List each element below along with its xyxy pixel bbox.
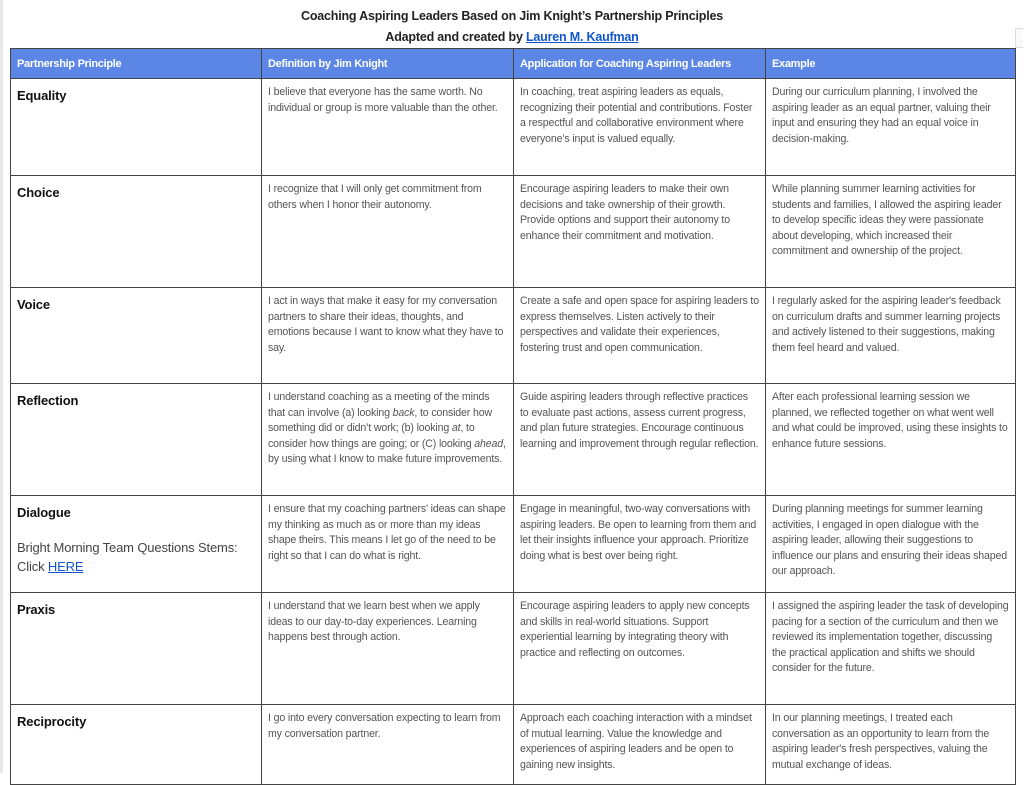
principle-cell: Reciprocity — [11, 705, 262, 785]
definition-text: , by using what I know to make future improvements. — [268, 437, 506, 466]
table-row-reflection — [11, 384, 1016, 496]
question-stems-link[interactable]: HERE — [47, 558, 84, 574]
example-cell: While planning summer learning activities for students and families, I allowed the aspiring leader to develop specific ideas they were passionate about developing, which increased their commitment and ownership of the project. — [766, 176, 1016, 288]
application-cell: Encourage aspiring leaders to make their own decisions and take ownership of their growth. Provide options and support their autonomy to enhance their commitment and motivation. — [514, 176, 766, 288]
table-row-voice — [11, 288, 1016, 384]
question-stems-note — [17, 538, 255, 576]
header-partnership-principle: Partnership Principle — [11, 49, 262, 79]
definition-cell: I act in ways that make it easy for my conversation partners to share their ideas, thoughts, and emotions because I want to know what they have to say. — [262, 288, 514, 384]
principle-cell: Choice — [11, 176, 262, 288]
application-cell: Approach each coaching interaction with a mindset of mutual learning. Value the knowledge and experiences of aspiring leaders and be open to gaining new insights. — [514, 705, 766, 785]
header-application: Application for Coaching Aspiring Leaders — [514, 49, 766, 79]
principle-cell: Reflection — [11, 384, 262, 496]
principle-cell: Equality — [11, 79, 262, 176]
document-title: Coaching Aspiring Leaders Based on Jim Knight’s Partnership Principles — [301, 9, 723, 23]
application-cell: Guide aspiring leaders through reflective practices to evaluate past actions, assess current progress, and plan future strategies. Encourage continuous learning and improvement through regular reflection. — [514, 384, 766, 496]
definition-cell: I recognize that I will only get commitment from others when I honor their autonomy. — [262, 176, 514, 288]
example-cell: After each professional learning session we planned, we reflected together on what went well and what could be improved, using these insights to enhance future sessions. — [766, 384, 1016, 496]
definition-cell: I understand that we learn best when we apply ideas to our day-to-day experiences. Learning happens best through action. — [262, 593, 514, 705]
document-subtitle — [0, 30, 1024, 44]
example-cell: I regularly asked for the aspiring leader's feedback on curriculum drafts and summer learning projects and actively listened to their suggestions, making them feel heard and valued. — [766, 288, 1016, 384]
definition-emphasis: at — [451, 422, 461, 435]
definition-emphasis: back — [392, 406, 415, 419]
example-cell: During planning meetings for summer learning activities, I engaged in open dialogue with the aspiring leader, allowing their suggestions to influence our plans and ensuring their ideas shaped our approach. — [766, 496, 1016, 593]
principle-cell: Voice — [11, 288, 262, 384]
header-definition: Definition by Jim Knight — [262, 49, 514, 79]
author-link[interactable]: Lauren M. Kaufman — [525, 30, 639, 44]
definition-text: , to consider how things are going; or (C) looking — [268, 422, 475, 450]
example-cell: I assigned the aspiring leader the task of developing pacing for a section of the curriculum and then we reviewed its implementation together, discussing the practical application and shifts we should consider for the future. — [766, 593, 1016, 705]
table-header-row — [11, 49, 1016, 79]
application-cell: In coaching, treat aspiring leaders as equals, recognizing their potential and contributions. Foster a respectful and collaborative environment where everyone’s input is valued equally. — [514, 79, 766, 176]
principle-name: Dialogue — [17, 505, 71, 520]
application-cell: Encourage aspiring leaders to apply new concepts and skills in real-world situations. Support experiential learning by integrating theory with practice and reflecting on outcomes. — [514, 593, 766, 705]
definition-text: , to consider how something did or didn’t work; (b) looking — [268, 406, 492, 435]
table-row-choice — [11, 176, 1016, 288]
header-example: Example — [766, 49, 1016, 79]
table-row-equality — [11, 79, 1016, 176]
definition-cell: I believe that everyone has the same worth. No individual or group is more valuable than the other. — [262, 79, 514, 176]
example-cell: In our planning meetings, I treated each conversation as an opportunity to learn from the aspiring leader's fresh perspectives, valuing the mutual exchange of ideas. — [766, 705, 1016, 785]
definition-cell: I ensure that my coaching partners' ideas can shape my thinking as much as or more than my ideas shape theirs. This means I let go of the need to be right so that I can do what is right. — [262, 496, 514, 593]
definition-cell — [262, 384, 514, 496]
definition-cell: I go into every conversation expecting to learn from my conversation partner. — [262, 705, 514, 785]
application-cell: Create a safe and open space for aspiring leaders to express themselves. Listen actively to their perspectives and validate their experiences, fostering trust and open communication. — [514, 288, 766, 384]
application-cell: Engage in meaningful, two-way conversations with aspiring leaders. Be open to learning from them and let their insights influence your approach. Prioritize doing what is best over being right. — [514, 496, 766, 593]
definition-text: I understand coaching as a meeting of the minds that can involve (a) looking — [268, 391, 490, 419]
table-row-praxis — [11, 593, 1016, 705]
question-stems-text: Bright Morning Team Questions Stems: Click — [17, 539, 238, 574]
partnership-principles-table — [10, 48, 1016, 785]
principle-cell — [11, 496, 262, 593]
definition-emphasis: ahead — [474, 437, 503, 450]
page-left-edge — [0, 0, 3, 773]
principle-cell: Praxis — [11, 593, 262, 705]
example-cell: During our curriculum planning, I involved the aspiring leader as an equal partner, valuing their input and ensuring they had an equal voice in decision-making. — [766, 79, 1016, 176]
table-row-dialogue — [11, 496, 1016, 593]
subtitle-prefix: Adapted and created by — [385, 30, 526, 44]
